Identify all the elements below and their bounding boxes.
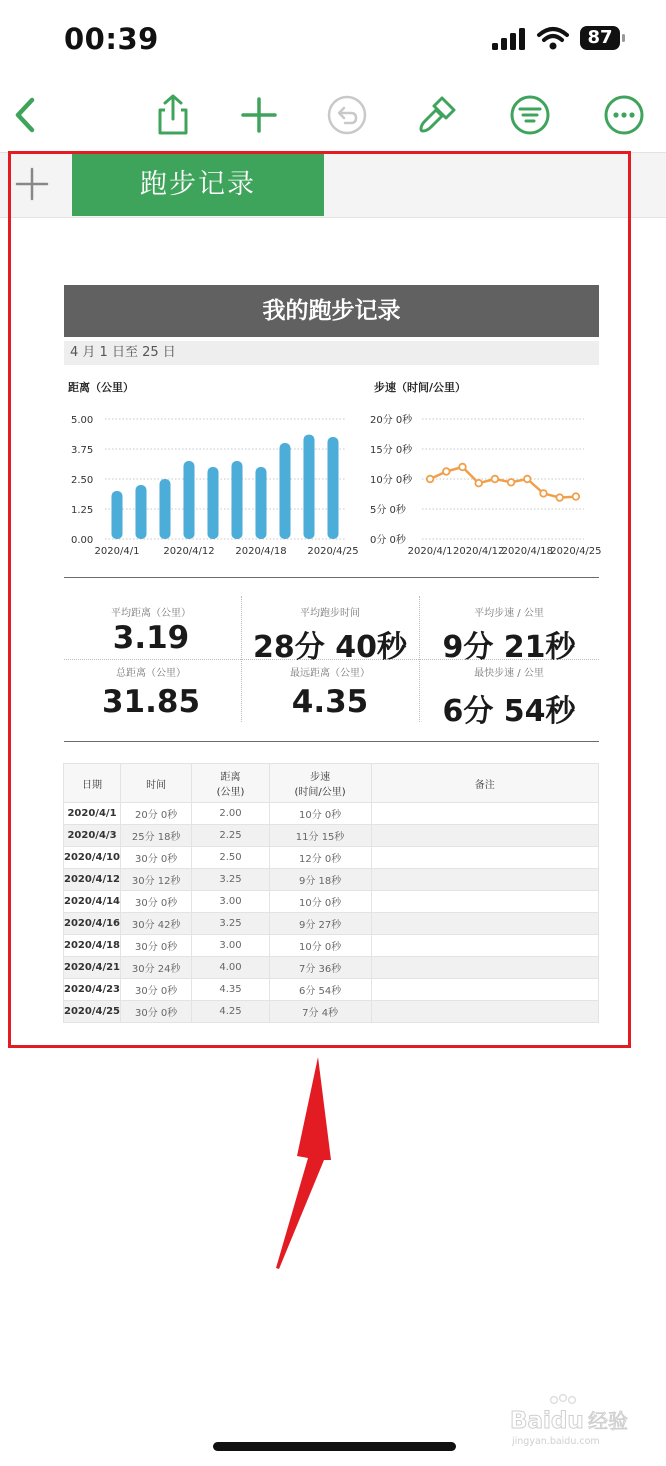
best-pace-value: 6分 54秒: [442, 694, 576, 729]
svg-text:jingyan.baidu.com: jingyan.baidu.com: [512, 1436, 600, 1447]
avg-distance-label: 平均距离（公里）: [111, 608, 191, 619]
time-cell[interactable]: 30分 0秒: [121, 979, 192, 1001]
pace-cell[interactable]: 7分 36秒: [269, 957, 371, 979]
y-tick-label: 0.00: [71, 535, 94, 546]
y-tick-label: 3.75: [71, 445, 94, 456]
date-cell[interactable]: 2020/4/1: [64, 803, 121, 825]
highlight-box: [8, 151, 631, 1048]
total-distance-label: 总距离（公里）: [116, 668, 186, 679]
y-tick-label: 2.50: [71, 475, 94, 486]
y-tick-label: 1.25: [71, 505, 94, 516]
svg-text:Baidu: Baidu: [510, 1408, 584, 1434]
x-tick-label: 2020/4/12: [163, 546, 215, 557]
x-tick-label: 2020/4/12: [453, 546, 505, 557]
date-cell[interactable]: 2020/4/18: [64, 935, 121, 957]
x-tick-label: 2020/4/18: [501, 546, 553, 557]
pace-cell[interactable]: 12分 0秒: [269, 847, 371, 869]
date-cell[interactable]: 2020/4/21: [64, 957, 121, 979]
pace-cell[interactable]: 10分 0秒: [269, 891, 371, 913]
pace-cell[interactable]: 11分 15秒: [269, 825, 371, 847]
y-tick-label: 15分 0秒: [370, 445, 413, 456]
date-cell[interactable]: 2020/4/12: [64, 869, 121, 891]
max-distance-label: 最远距离（公里）: [290, 668, 370, 679]
avg-time-label: 平均跑步时间: [300, 608, 360, 619]
x-tick-label: 2020/4/1: [94, 546, 140, 557]
column-header-date: 日期: [64, 764, 121, 803]
home-indicator[interactable]: [213, 1442, 456, 1451]
x-tick-label: 2020/4/25: [550, 546, 602, 557]
y-tick-label: 0分 0秒: [370, 535, 406, 546]
x-tick-label: 2020/4/1: [407, 546, 453, 557]
avg-time-value: 28分 40秒: [253, 630, 407, 665]
pace-cell[interactable]: 6分 54秒: [269, 979, 371, 1001]
distance-cell[interactable]: 2.25: [192, 825, 269, 847]
distance-cell[interactable]: 4.00: [192, 957, 269, 979]
report-date-range: 4 月 1 日至 25 日: [64, 341, 599, 365]
time-cell[interactable]: 30分 0秒: [121, 935, 192, 957]
battery-level: 87: [580, 26, 620, 50]
distance-cell[interactable]: 2.50: [192, 847, 269, 869]
sheet-tab-running-log[interactable]: 跑步记录: [72, 154, 324, 216]
time-cell[interactable]: 30分 24秒: [121, 957, 192, 979]
date-cell[interactable]: 2020/4/23: [64, 979, 121, 1001]
cellular-signal-icon: [492, 28, 526, 50]
y-tick-label: 5分 0秒: [370, 505, 406, 516]
x-tick-label: 2020/4/18: [235, 546, 287, 557]
column-header-notes: 备注: [371, 764, 598, 803]
date-cell[interactable]: 2020/4/16: [64, 913, 121, 935]
wifi-icon: [537, 26, 569, 50]
y-tick-label: 20分 0秒: [370, 415, 413, 426]
distance-chart-title: 距离（公里）: [68, 381, 134, 394]
distance-cell[interactable]: 3.00: [192, 935, 269, 957]
date-cell[interactable]: 2020/4/14: [64, 891, 121, 913]
svg-text:经验: 经验: [588, 1409, 628, 1433]
paintbrush-icon[interactable]: [416, 94, 458, 136]
avg-distance-value: 3.19: [112, 620, 190, 656]
baidu-jingyan-watermark: [508, 1396, 638, 1448]
avg-pace-label: 平均步速 / 公里: [474, 608, 544, 619]
date-cell[interactable]: 2020/4/10: [64, 847, 121, 869]
distance-cell[interactable]: 3.00: [192, 891, 269, 913]
undo-icon[interactable]: [326, 94, 368, 136]
pace-cell[interactable]: 7分 4秒: [269, 1001, 371, 1023]
distance-cell[interactable]: 3.25: [192, 913, 269, 935]
date-cell[interactable]: 2020/4/25: [64, 1001, 121, 1023]
distance-cell[interactable]: 2.00: [192, 803, 269, 825]
distance-cell[interactable]: 3.25: [192, 869, 269, 891]
distance-cell[interactable]: 4.25: [192, 1001, 269, 1023]
more-icon[interactable]: [603, 94, 645, 136]
x-tick-label: 2020/4/25: [307, 546, 359, 557]
time-cell[interactable]: 30分 0秒: [121, 847, 192, 869]
max-distance-value: 4.35: [291, 684, 369, 720]
time-cell[interactable]: 30分 0秒: [121, 1001, 192, 1023]
status-time: 00:39: [64, 22, 159, 56]
avg-pace-value: 9分 21秒: [442, 630, 576, 665]
share-icon[interactable]: [152, 94, 194, 136]
column-header-pace: 步速 (时间/公里): [269, 764, 371, 803]
time-cell[interactable]: 30分 42秒: [121, 913, 192, 935]
column-header-distance: 距离 (公里): [192, 764, 269, 803]
best-pace-label: 最快步速 / 公里: [474, 668, 544, 679]
distance-cell[interactable]: 4.35: [192, 979, 269, 1001]
plus-icon[interactable]: [238, 94, 280, 136]
pace-cell[interactable]: 9分 18秒: [269, 869, 371, 891]
time-cell[interactable]: 30分 0秒: [121, 891, 192, 913]
date-cell[interactable]: 2020/4/3: [64, 825, 121, 847]
time-cell[interactable]: 20分 0秒: [121, 803, 192, 825]
y-tick-label: 10分 0秒: [370, 475, 413, 486]
pace-cell[interactable]: 10分 0秒: [269, 935, 371, 957]
battery-icon: [580, 26, 626, 50]
pace-chart-title: 步速（时间/公里）: [374, 381, 467, 394]
y-tick-label: 5.00: [71, 415, 94, 426]
total-distance-value: 31.85: [101, 684, 201, 720]
time-cell[interactable]: 25分 18秒: [121, 825, 192, 847]
pace-cell[interactable]: 9分 27秒: [269, 913, 371, 935]
back-chevron-icon[interactable]: [6, 94, 48, 136]
time-cell[interactable]: 30分 12秒: [121, 869, 192, 891]
pace-cell[interactable]: 10分 0秒: [269, 803, 371, 825]
red-arrow-annotation: [268, 1050, 338, 1272]
column-header-time: 时间: [121, 764, 192, 803]
filter-icon[interactable]: [509, 94, 551, 136]
report-title: 我的跑步记录: [64, 285, 599, 337]
